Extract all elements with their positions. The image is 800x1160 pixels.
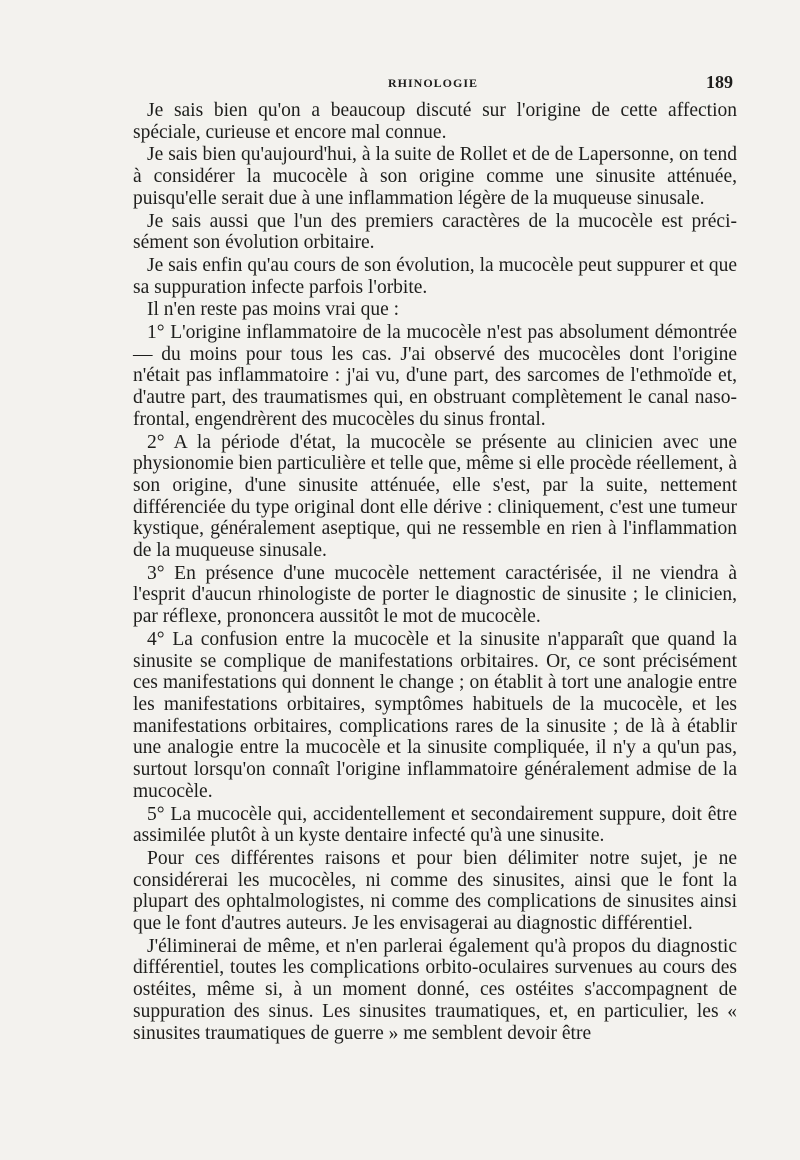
paragraph-5: Il n'en reste pas moins vrai que : xyxy=(147,299,400,321)
paragraph-11: Pour ces différentes raisons et pour bien délimiter notre sujet, je ne considérerai les mucocèles, ni comme des sinusites, ainsi que le font la plupart des ophtalmologistes, ni comme des complications de sinusites ainsi que le font d'autres auteurs. Je les envisagerai au diagnostic différentiel. xyxy=(133,847,737,935)
paragraph-3: Je sais aussi que l'un des premiers caractères de la mucocèle est précisément son évolution orbitaire. xyxy=(133,210,737,254)
running-head: RHINOLOGIE xyxy=(388,76,479,90)
paragraph-1: Je sais bien qu'on a beaucoup discuté sur l'origine de cette affection spéciale, curieuse et encore mal connue. xyxy=(133,100,737,143)
page-number: 189 xyxy=(706,72,733,92)
paragraph-8: 3° En présence d'une mucocèle nettement caractérisée, il ne viendra à l'esprit d'aucun rhinologiste de porter le diagnostic de sinusite ; le clinicien, par réflexe, prononcera aussitôt le mot de mucocèle. xyxy=(133,562,737,628)
body-text xyxy=(133,100,737,1045)
paragraph-10: 5° La mucocèle qui, accidentellement et secondairement suppure, doit être assimilée plutôt à un kyste dentaire infecté qu'à une sinusite. xyxy=(133,803,737,847)
paragraph-2: Je sais bien qu'aujourd'hui, à la suite de Rollet et de de Lapersonne, on tend à considérer la mucocèle à son origine comme une sinusite atténuée, puisqu'elle serait due à une inflammation légère de la muqueuse sinusale. xyxy=(133,144,737,209)
paragraph-6: 1° L'origine inflammatoire de la mucocèle n'est pas absolument démontrée — du moins pour tous les cas. J'ai observé des mucocèles dont l'origine n'était pas inflammatoire : j'ai vu, d'une part, des sarcomes de l'ethmoïde et, d'autre part, des traumatismes qui, en obstruant complètement le canal naso-frontal, engendrèrent des mucocèles du sinus frontal. xyxy=(133,322,737,430)
paragraph-12: J'éliminerai de même, et n'en parlerai également qu'à propos du diagnostic différentiel, toutes les complications orbito-oculaires survenues au cours des ostéites, même si, à un moment donné, ces ostéites s'accompagnent de suppuration des sinus. Les sinusites traumatiques, et, en particulier, les « sinusites traumatiques de guerre » me semblent devoir être xyxy=(133,935,737,1044)
paragraph-4: Je sais enfin qu'au cours de son évolution, la mucocèle peut suppurer et que sa suppuration infecte parfois l'orbite. xyxy=(133,254,737,298)
paragraph-7: 2° A la période d'état, la mucocèle se présente au clinicien avec une physionomie bien particulière et telle que, même si elle procède réellement, à son origine, d'une sinusite atténuée, elle s'est, par la suite, nettement différenciée du type original dont elle dérive : cliniquement, c'est une tumeur kystique, généralement aseptique, qui ne ressemble en rien à l'inflammation de la muqueuse sinusale. xyxy=(133,431,737,562)
paragraph-9: 4° La confusion entre la mucocèle et la sinusite n'apparaît que quand la sinusite se complique de manifestations orbitaires. Or, ce sont précisément ces manifestations qui donnent le change ; on établit à tort une analogie entre les manifestations orbitaires, symptômes habituels de la mucocèle, et les manifestations orbitaires, complications rares de la sinusite ; de là à établir une analogie entre la mucocèle et la sinusite compliquée, il n'y a qu'un pas, surtout lorsqu'on connaît l'origine inflammatoire généralement admise de la mucocèle. xyxy=(133,628,737,802)
